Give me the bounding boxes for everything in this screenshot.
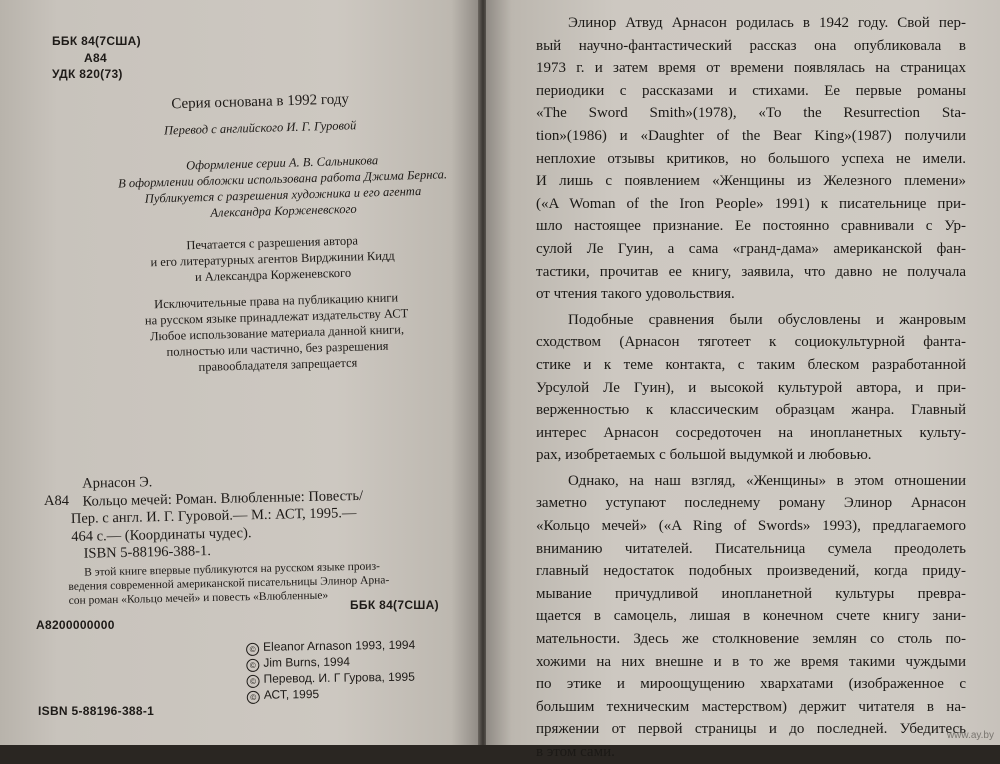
text-line: периодики с рассказами и стихами. Ее первые романы xyxy=(536,82,966,99)
bbk-code-bottom: ББК 84(7США) xyxy=(350,598,439,612)
translation-text: Перевод с английского И. Г. Гуровой xyxy=(163,118,357,138)
a84-code-top: А84 xyxy=(84,51,107,65)
text-line: мательности. Здесь же столкновение землян со столь по- xyxy=(536,631,966,648)
text-line: Однако, на наш взгляд, «Женщины» в этом отношении xyxy=(568,472,966,489)
copyright-icon: © xyxy=(246,675,259,688)
cip-record xyxy=(70,468,467,564)
text-line: верженностью к классическим образцам жанра. Главный xyxy=(536,402,966,419)
text-line: «The Sword Smith»(1978), «To the Resurrection Sta- xyxy=(536,105,966,122)
text-line: главный недостаток подобных произведений, когда приду- xyxy=(536,563,966,580)
credit-line: Публикуется с разрешения художника и его агента xyxy=(144,183,422,206)
text-line: мывание причудливой инопланетной культуры превра- xyxy=(536,585,966,602)
copyright-line: © Перевод. И. Г Гурова, 1995 xyxy=(246,670,415,688)
cip-line: Пер. с англ. И. Г. Гуровой.— М.: АСТ, 1995.— xyxy=(70,505,357,527)
permission-line: Печатается с разрешения автора xyxy=(186,233,359,253)
permission-line: и его литературных агентов Вирджинии Кидд xyxy=(150,248,395,270)
credit-line: Александра Корженевского xyxy=(210,201,357,220)
text-line: сходством (Арнасон тяготеет к социокультурной фанта- xyxy=(536,334,966,351)
text-line: вый научно-фантастический рассказ она опубликовала в xyxy=(536,37,966,54)
udk-code: УДК 820(73) xyxy=(52,67,123,81)
cip-a84-code: А84 xyxy=(44,493,69,509)
text-line: интерес Арнасон сосредоточен на инопланетных культу- xyxy=(536,424,966,441)
copyright-icon: © xyxy=(246,643,259,656)
text-line: tion»(1986) и «Daughter of the Bear King»(1987) получили xyxy=(536,127,966,144)
text-line: рах, изобретаемых с большой выдумкой и любовью. xyxy=(536,447,872,464)
bbk-code-top: ББК 84(7США) xyxy=(52,34,141,48)
text-line: («A Woman of the Iron People» 1991) к писательнице при- xyxy=(536,195,966,212)
text-line: большим техническим мастерством) держит читателя в на- xyxy=(536,698,966,715)
text-line: неплохие отзывы критиков, но большого успеха не имели. xyxy=(536,150,966,167)
credit-line: Оформление серии А. В. Сальникова xyxy=(185,153,379,173)
text-line: по этике и мироощущению хвархатами (изображенное с xyxy=(536,676,966,693)
right-page-text xyxy=(536,12,966,764)
annotation-line: В этой книге впервые публикуются на русском языке произ- xyxy=(84,560,381,579)
rights-line: на русском языке принадлежат издательству АСТ xyxy=(144,306,409,328)
text-line: пряжении от первой страницы и до последней. Убедитесь xyxy=(536,721,966,738)
text-line: сулой Ле Гуин, а сама «гранд-дама» американской фан- xyxy=(536,240,966,257)
copyright-line: © АСТ, 1995 xyxy=(247,686,416,704)
copyright-line: © Eleanor Arnason 1993, 1994 xyxy=(246,638,415,656)
annotation-line: сон роман «Кольцо мечей» и повесть «Влюбленные» xyxy=(68,589,329,607)
text-line: стике и к теме контакта, с таким блеском разработанной xyxy=(536,356,966,373)
text-line: вниманию читателей. Писательница сумела преодолеть xyxy=(536,540,966,557)
cip-line: Кольцо мечей: Роман. Влюбленные: Повесть/ xyxy=(82,487,364,510)
text-line: хожими на них внешне и в то же время такими чуждыми xyxy=(536,653,966,670)
rights-line: Исключительные права на публикацию книги xyxy=(153,290,399,312)
text-line: Элинор Атвуд Арнасон родилась в 1942 году. Свой пер- xyxy=(568,15,966,31)
watermark: www.ay.by xyxy=(946,730,994,741)
cip-isbn: ISBN 5-88196-388-1. xyxy=(83,543,212,562)
rights-line: полностью или частично, без разрешения xyxy=(166,338,389,359)
credit-line: В оформлении обложки использована работа Джима Бернса. xyxy=(117,167,448,191)
copyright-line: © Jim Burns, 1994 xyxy=(246,654,415,672)
text-line: Урсулой Ле Гуин), и высокой культурой автора, и при- xyxy=(536,379,966,396)
isbn-bottom: ISBN 5-88196-388-1 xyxy=(38,704,155,718)
cip-author: Арнасон Э. xyxy=(81,474,153,492)
design-credits xyxy=(62,149,504,225)
text-line: 1973 г. и затем время от времени появлялась на страницах xyxy=(536,60,966,77)
text-line: заметно уступают последнему роману Элинор Арнасон xyxy=(536,495,966,512)
annotation-line: ведения современной американской писательницы Элинор Арна- xyxy=(68,574,390,593)
text-line: тастики, прочитав ее книгу, заявила, что давно не получала xyxy=(536,263,966,280)
cip-line: 464 с.— (Координаты чудес). xyxy=(71,524,252,545)
copyright-icon: © xyxy=(247,691,260,704)
rights-line: правообладателя запрещается xyxy=(198,355,358,375)
rights-line: Любое использование материала данной книги, xyxy=(149,322,405,344)
text-line: «Кольцо мечей» («A Ring of Swords» 1993), предлагаемого xyxy=(536,518,966,535)
text-line: шло настоящее признание. Ее постоянно сравнивали с Ур- xyxy=(536,218,966,235)
copyright-block xyxy=(246,638,416,704)
text-line: И лишь с появлением «Женщины из Железного племени» xyxy=(536,173,966,190)
permission-line: и Александра Корженевского xyxy=(194,265,352,285)
text-line: от чтения такого удовольствия. xyxy=(536,286,735,303)
series-text: Серия основана в 1992 году xyxy=(171,91,350,113)
rights-block xyxy=(56,287,498,379)
text-line: в этом сами. xyxy=(536,744,615,760)
catalog-code: А8200000000 xyxy=(36,618,115,632)
copyright-icon: © xyxy=(246,659,259,672)
text-line: щается в самоцель, лишая в конечном счете книгу зани- xyxy=(536,608,966,625)
text-line: Подобные сравнения были обусловлены и жанровым xyxy=(568,311,966,328)
